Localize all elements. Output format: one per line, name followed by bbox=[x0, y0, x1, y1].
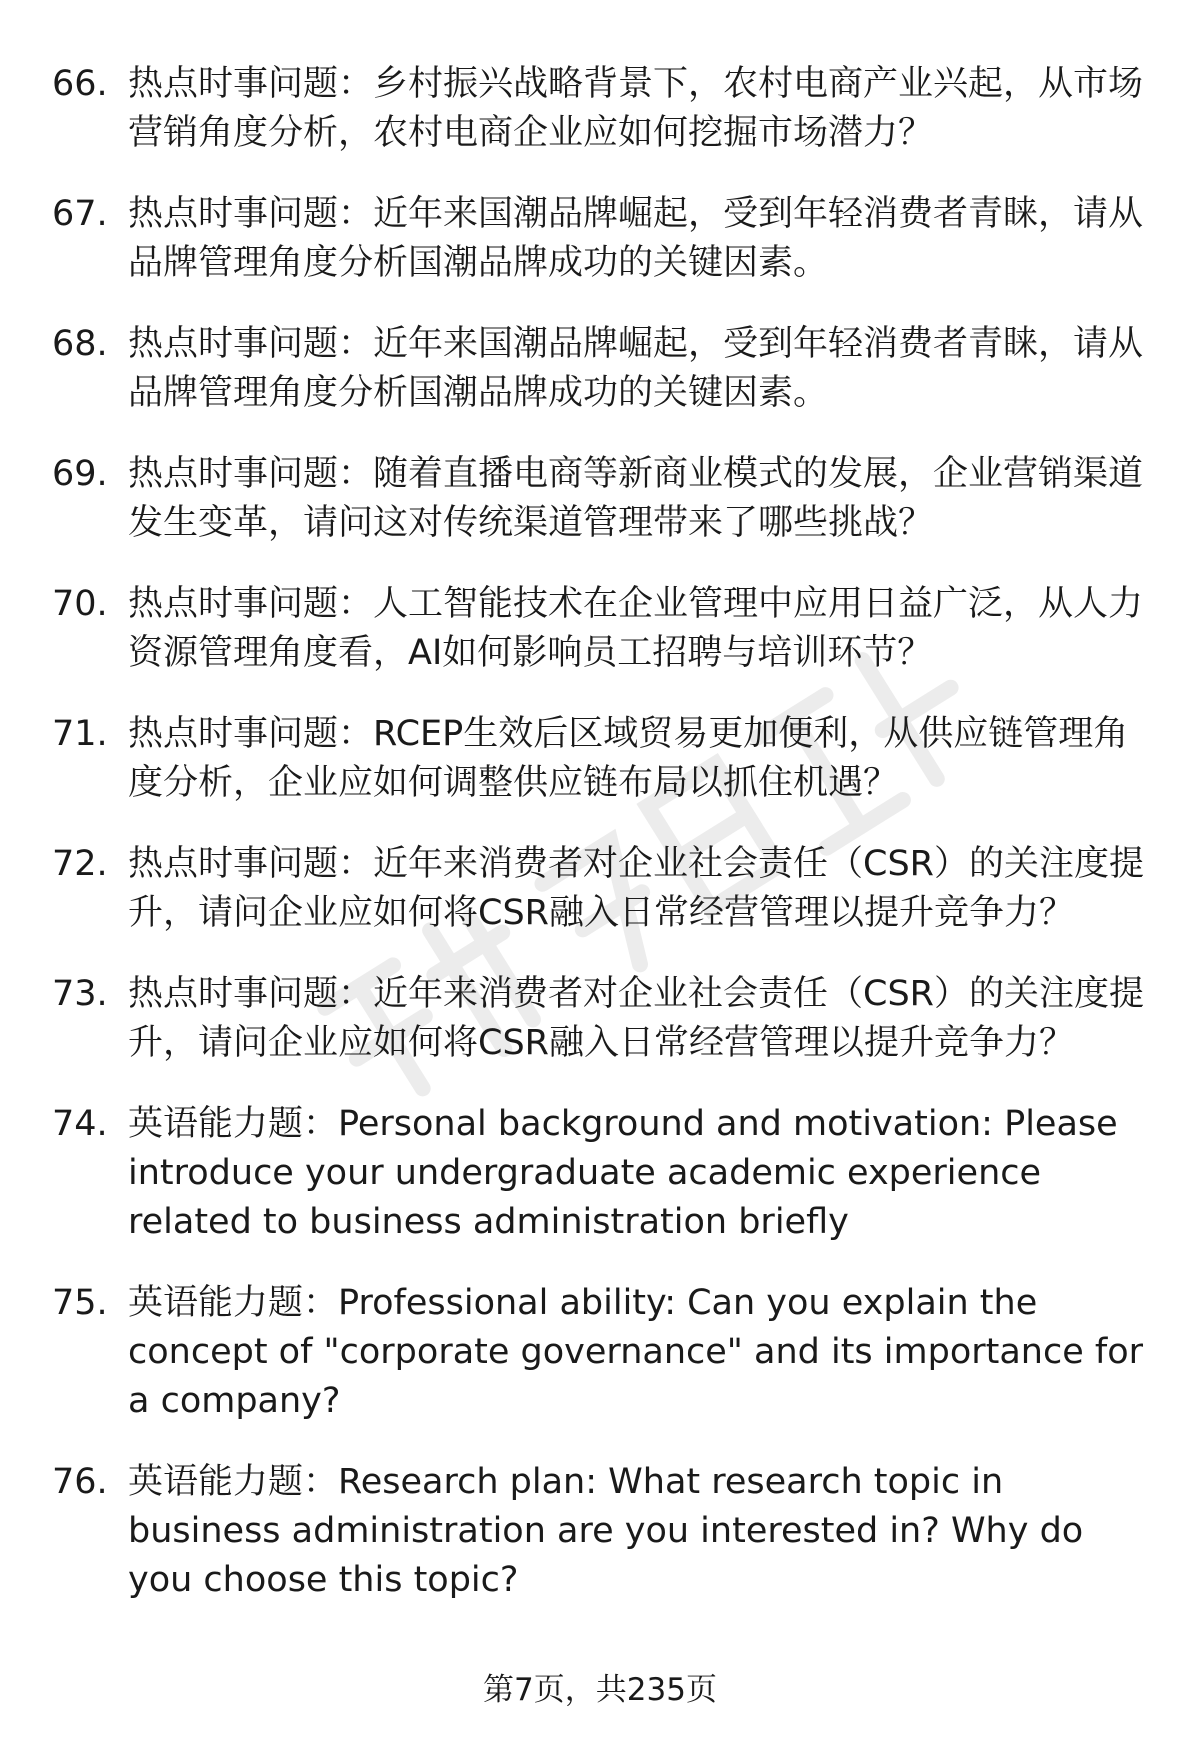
question-number: 73. bbox=[52, 974, 108, 1014]
question-text: 热点时事问题：近年来国潮品牌崛起，受到年轻消费者青睐，请从品牌管理角度分析国潮品牌成功的关键因素。 bbox=[128, 194, 1144, 283]
question-text: 热点时事问题：近年来消费者对企业社会责任（CSR）的关注度提升，请问企业应如何将CSR融入日常经营管理以提升竞争力？ bbox=[128, 844, 1144, 933]
question-text: 热点时事问题：近年来消费者对企业社会责任（CSR）的关注度提升，请问企业应如何将CSR融入日常经营管理以提升竞争力？ bbox=[128, 974, 1144, 1063]
question-item bbox=[52, 580, 1152, 678]
question-item bbox=[52, 1458, 1152, 1605]
question-item bbox=[52, 60, 1152, 158]
question-text: 热点时事问题：人工智能技术在企业管理中应用日益广泛，从人力资源管理角度看，AI如何影响员工招聘与培训环节？ bbox=[128, 584, 1144, 673]
question-item bbox=[52, 1279, 1152, 1426]
question-text: 热点时事问题：随着直播电商等新商业模式的发展，企业营销渠道发生变革，请问这对传统渠道管理带来了哪些挑战？ bbox=[128, 454, 1144, 543]
question-number: 71. bbox=[52, 714, 108, 754]
question-number: 76. bbox=[52, 1462, 108, 1502]
question-text: 热点时事问题：乡村振兴战略背景下，农村电商产业兴起，从市场营销角度分析，农村电商企业应如何挖掘市场潜力？ bbox=[128, 64, 1144, 153]
question-number: 67. bbox=[52, 194, 108, 234]
page-footer bbox=[0, 1670, 1200, 1710]
question-item bbox=[52, 450, 1152, 548]
question-number: 74. bbox=[52, 1104, 108, 1144]
question-item bbox=[52, 320, 1152, 418]
question-item bbox=[52, 710, 1152, 808]
question-number: 69. bbox=[52, 454, 108, 494]
question-number: 68. bbox=[52, 324, 108, 364]
question-item bbox=[52, 970, 1152, 1068]
question-item bbox=[52, 190, 1152, 288]
question-text: 英语能力题：Personal background and motivation: Please introduce your undergraduate academic experience related to business administration briefly bbox=[128, 1104, 1118, 1242]
page-number-label: 第7页，共235页 bbox=[483, 1672, 717, 1708]
question-text: 英语能力题：Research plan: What research topic in business administration are you interested in? Why do you choose this topic? bbox=[128, 1462, 1084, 1600]
question-number: 70. bbox=[52, 584, 108, 624]
question-text: 热点时事问题：RCEP生效后区域贸易更加便利，从供应链管理角度分析，企业应如何调整供应链布局以抓住机遇？ bbox=[128, 714, 1129, 803]
question-item bbox=[52, 840, 1152, 938]
question-list bbox=[52, 60, 1152, 1637]
question-number: 75. bbox=[52, 1283, 108, 1323]
question-item bbox=[52, 1100, 1152, 1247]
question-number: 66. bbox=[52, 64, 108, 104]
question-text: 热点时事问题：近年来国潮品牌崛起，受到年轻消费者青睐，请从品牌管理角度分析国潮品牌成功的关键因素。 bbox=[128, 324, 1144, 413]
question-text: 英语能力题：Professional ability: Can you explain the concept of "corporate governance" and its importance for a company? bbox=[128, 1283, 1143, 1421]
question-number: 72. bbox=[52, 844, 108, 884]
